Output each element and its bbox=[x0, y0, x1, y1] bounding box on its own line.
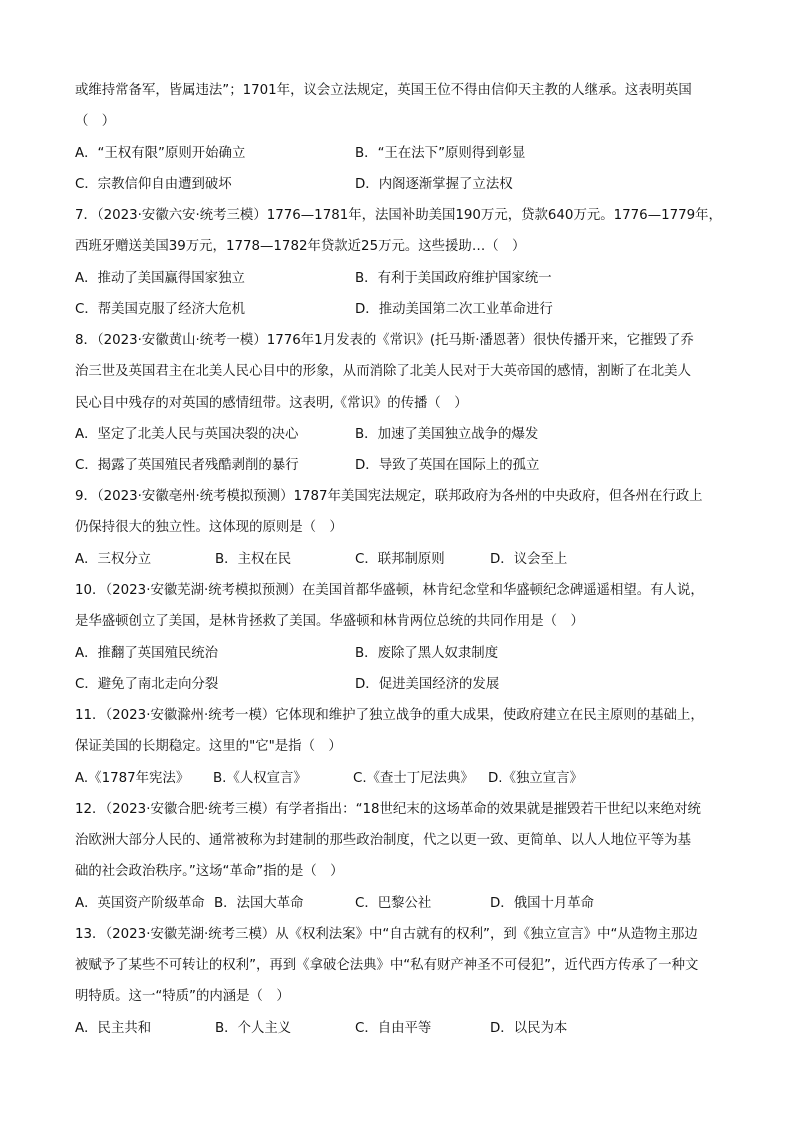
question-8-option-a: A．坚定了北美人民与英国决裂的决心 bbox=[75, 427, 299, 442]
question-12-option-a: A．英国资产阶级革命 bbox=[75, 896, 205, 911]
question-9-option-b: B．主权在民 bbox=[215, 552, 292, 567]
question-7-option-c: C．帮美国克服了经济大危机 bbox=[75, 302, 246, 317]
question-10-option-d: D．促进美国经济的发展 bbox=[355, 677, 500, 692]
question-10-stem-line-2: 是华盛顿创立了美国，是林肯拯救了美国。华盛顿和林肯两位总统的共同作用是（ ） bbox=[75, 614, 584, 629]
question-6-option-d: D．内阁逐渐掌握了立法权 bbox=[355, 177, 513, 192]
question-9-option-d: D．议会至上 bbox=[490, 552, 568, 567]
question-9-option-c: C．联邦制原则 bbox=[355, 552, 445, 567]
question-12-option-b: B．法国大革命 bbox=[214, 896, 304, 911]
question-11-stem-line-1: 11．（2023·安徽滁州·统考一模）它体现和维护了独立战争的重大成果，使政府建立在民主原则的基础上， bbox=[75, 708, 704, 723]
question-11-option-a: A.《1787年宪法》 bbox=[75, 771, 190, 786]
question-8-stem-line-3: 民心目中残存的对英国的感情纽带。这表明,《常识》的传播（ ） bbox=[75, 396, 468, 411]
question-12-option-d: D．俄国十月革命 bbox=[490, 896, 595, 911]
question-10-option-c: C．避免了南北走向分裂 bbox=[75, 677, 219, 692]
question-7-stem-line-2: 西班牙赠送美国39万元，1778—1782年贷款近25万元。这些援助…（ ） bbox=[75, 239, 526, 254]
question-13-stem-line-2: 被赋予了某些不可转让的权利”，再到《拿破仑法典》中“私有财产神圣不可侵犯”，近代西方传承了一种文 bbox=[75, 958, 699, 973]
question-9-stem-line-1: 9．（2023·安徽亳州·统考模拟预测）1787年美国宪法规定，联邦政府为各州的中央政府，但各州在行政上 bbox=[75, 489, 703, 504]
question-10-option-b: B．废除了黑人奴隶制度 bbox=[355, 646, 499, 661]
question-6-option-c: C．宗教信仰自由遭到破坏 bbox=[75, 177, 232, 192]
question-11-option-d: D.《独立宣言》 bbox=[488, 771, 583, 786]
question-12-option-c: C．巴黎公社 bbox=[355, 896, 432, 911]
question-10-option-a: A．推翻了英国殖民统治 bbox=[75, 646, 219, 661]
question-6-option-a: A．“王权有限”原则开始确立 bbox=[75, 146, 246, 161]
question-8-stem-line-1: 8．（2023·安徽黄山·统考一模）1776年1月发表的《常识》(托马斯·潘恩著）很快传播开来，它摧毁了乔 bbox=[75, 333, 694, 348]
question-12-stem-line-2: 治欧洲大部分人民的、通常被称为封建制的那些政治制度，代之以更一致、更简单、以人人地位平等为基 bbox=[75, 833, 691, 848]
question-13-option-a: A．民主共和 bbox=[75, 1021, 152, 1036]
question-8-option-c: C．揭露了英国殖民者残酷剥削的暴行 bbox=[75, 458, 299, 473]
question-8-option-b: B．加速了美国独立战争的爆发 bbox=[355, 427, 539, 442]
question-11-option-c: C.《查士丁尼法典》 bbox=[353, 771, 474, 786]
question-10-stem-line-1: 10．（2023·安徽芜湖·统考模拟预测）在美国首都华盛顿，林肯纪念堂和华盛顿纪念碑遥遥相望。有人说， bbox=[75, 583, 704, 598]
question-13-option-c: C．自由平等 bbox=[355, 1021, 432, 1036]
question-13-option-b: B．个人主义 bbox=[215, 1021, 292, 1036]
question-8-stem-line-2: 治三世及英国君主在北美人民心目中的形象，从而消除了北美人民对于大英帝国的感情，割断了在北美人 bbox=[75, 364, 691, 379]
question-9-stem-line-2: 仍保持很大的独立性。这体现的原则是（ ） bbox=[75, 520, 343, 535]
question-12-stem-line-1: 12．（2023·安徽合肥·统考三模）有学者指出：“18世纪末的这场革命的效果就是摧毁若干世纪以来绝对统 bbox=[75, 802, 701, 817]
question-11-option-b: B.《人权宣言》 bbox=[213, 771, 307, 786]
question-7-option-d: D．推动美国第二次工业革命进行 bbox=[355, 302, 553, 317]
question-13-stem-line-3: 明特质。这一“特质”的内涵是（ ） bbox=[75, 989, 290, 1004]
question-13-stem-line-1: 13．（2023·安徽芜湖·统考三模）从《权利法案》中“自古就有的权利”，到《独立宣言》中“从造物主那边 bbox=[75, 927, 698, 942]
question-9-option-a: A．三权分立 bbox=[75, 552, 152, 567]
question-7-option-a: A．推动了美国赢得国家独立 bbox=[75, 271, 245, 286]
question-11-stem-line-2: 保证美国的长期稳定。这里的"它"是指（ ） bbox=[75, 739, 342, 754]
question-13-option-d: D．以民为本 bbox=[490, 1021, 568, 1036]
question-8-option-d: D．导致了英国在国际上的孤立 bbox=[355, 458, 540, 473]
question-7-stem-line-1: 7．（2023·安徽六安·统考三模）1776—1781年，法国补助美国190万元，贷款640万元。1776—1779年， bbox=[75, 208, 722, 223]
question-7-option-b: B．有利于美国政府维护国家统一 bbox=[355, 271, 552, 286]
question-12-stem-line-3: 础的社会政治秩序。”这场“革命”指的是（ ） bbox=[75, 864, 344, 879]
question-6-option-b: B．“王在法下”原则得到彰显 bbox=[355, 146, 526, 161]
question-6-stem-line-2: （ ） bbox=[75, 114, 116, 129]
question-6-stem-line-1: 或维持常备军，皆属违法”；1701年，议会立法规定，英国王位不得由信仰天主教的人继承。这表明英国 bbox=[75, 83, 692, 98]
